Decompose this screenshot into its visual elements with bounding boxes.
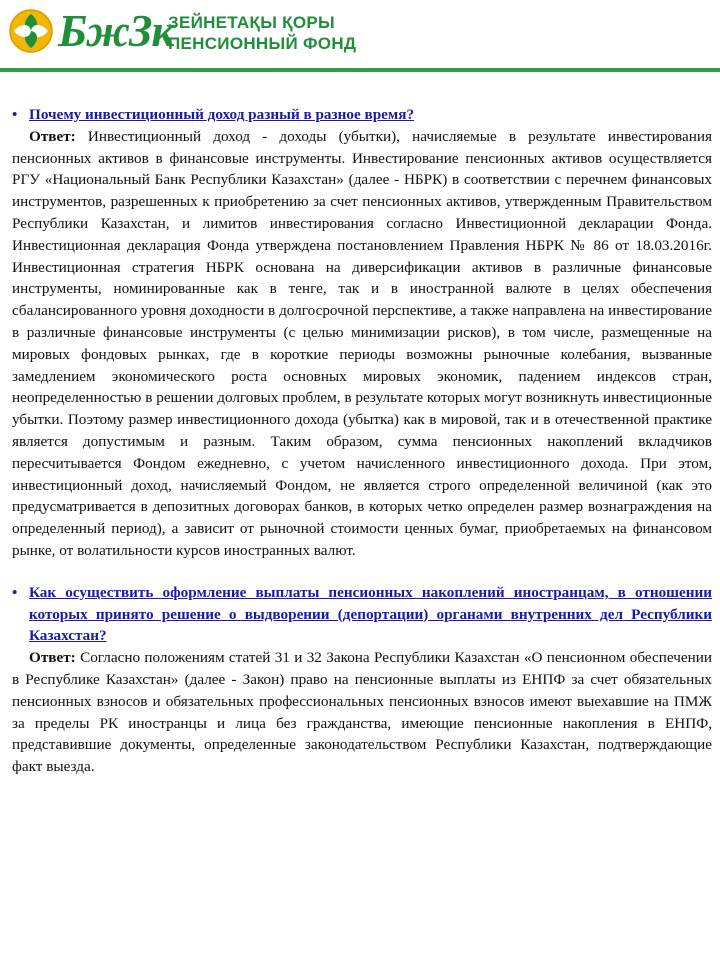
fund-name [168,12,356,54]
header-divider [0,68,720,72]
faq-answer-1 [12,126,712,562]
fund-name-kazakh: ЗЕЙНЕТАҚЫ ҚОРЫ [168,13,335,32]
answer-text: Инвестиционный доход - доходы (убытки), начисляемые в результате инвестирования пенсионных активов в финансовые инструменты. Инвестирование пенсионных активов осуществляется РГУ «Национальный Банк Республики Казахстан» (далее - НБРК) в соответствии с перечнем финансовых инструментов, разрешенных к приобретению за счет пенсионных активов, утвержденным Правительством Республики Казахстан, и лимитов инвестирования согласно Инвестиционной декларации Фонда. Инвестиционная декларация Фонда утверждена постановлением Правления НБРК № 86 от 18.03.2016г. Инвестиционная стратегия НБРК основана на диверсификации активов в различные финансовые инструменты, номинированные как в тенге, так и в иностранной валюте в целях обеспечения сбалансированного уровня доходности в долгосрочной перспективе, а также направлена на инвестирование в различные финансовые инструменты (с целью минимизации рисков), в том числе, размещенные на мировых фондовых рынках, где в короткие периоды возможны рыночные колебания, вызванные замедлением экономического роста основных мировых экономик, падением индексов стран, неопределенностью в решении долговых проблем, в результате которых могут возникнуть инвестиционные убытки. Поэтому размер инвестиционного дохода (убытка) как в мировой, так и в отечественной практике является допустимым и разным. Таким образом, сумма пенсионных накоплений вкладчиков пересчитывается Фондом ежедневно, с учетом начисленного инвестиционного дохода. При этом, инвестиционный доход, начисляемый Фондом, не является строго определенной величиной (как это предусматривается в депозитных договорах банков, в которых четко определен размер вознаграждения на определенный период), а зависит от рыночной стоимости ценных бумаг, приобретаемых на финансовом рынке, от волатильности курсов иностранных валют. [12,127,712,559]
answer-label: Ответ: [29,127,76,145]
faq-list [12,104,712,778]
answer-text: Согласно положениям статей 31 и 32 Закона Республики Казахстан «О пенсионном обеспечении в Республике Казахстан» (далее - Закон) право на пенсионные выплаты из ЕНПФ за счет обязательных пенсионных взносов и обязательных профессиональных пенсионных взносов имеют выехавшие на ПМЖ за пределы РК иностранцы и лица без гражданства, имеющие пенсионные накопления в ЕНПФ, представившие документы, определенные законодательством Республики Казахстан, подтверждающие факт выезда. [12,649,712,776]
faq-question-2[interactable]: • Как осуществить оформление выплаты пенсионных накоплений иностранцам, в отношении которых принято решение о выдворении (депортации) органами внутренних дел Республики Казахстан? [12,582,712,647]
faq-answer-2 [12,647,712,778]
pension-fund-logo-icon [8,8,54,54]
page-header [0,0,720,72]
faq-question-1[interactable]: • Почему инвестиционный доход разный в разное время? [12,104,712,126]
brand-logotype: БжЗк [58,5,174,56]
fund-name-russian: ПЕНСИОННЫЙ ФОНД [168,34,357,53]
answer-label: Ответ: [29,649,76,667]
